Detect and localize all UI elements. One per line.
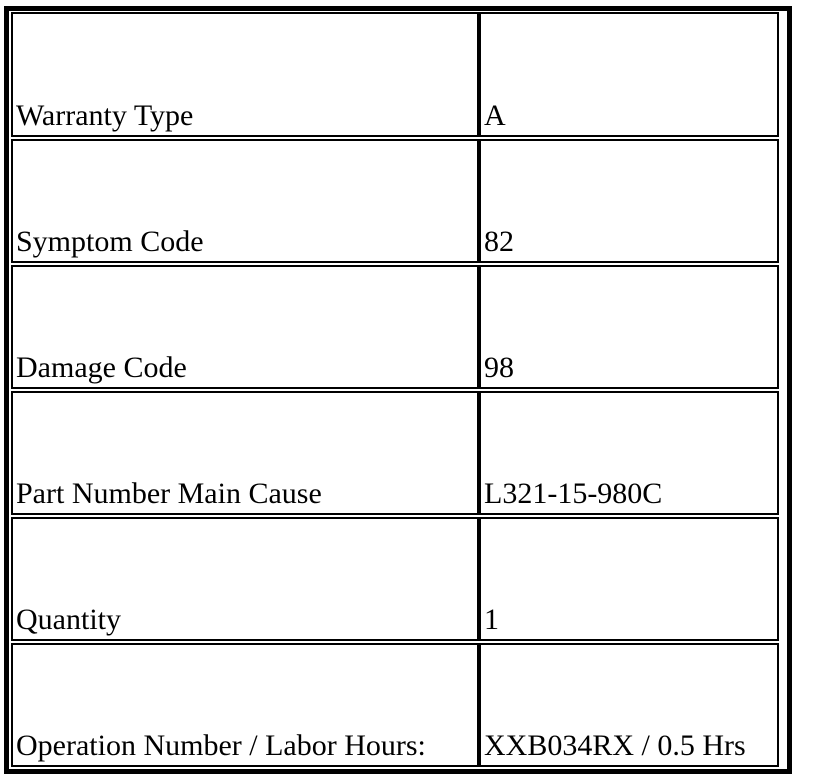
quantity-value-cell: [479, 517, 779, 641]
damage-code-label-cell: [11, 265, 479, 389]
warranty-type-label-cell: [11, 12, 479, 137]
quantity-label-cell: [11, 517, 479, 641]
operation-number-label-cell: [11, 643, 479, 767]
symptom-code-label: Symptom Code: [16, 225, 204, 258]
part-number-value-cell: [479, 391, 779, 515]
operation-number-value: XXB034RX / 0.5 Hrs: [484, 729, 746, 762]
damage-code-label: Damage Code: [16, 351, 187, 384]
part-number-value: L321-15-980C: [484, 477, 663, 510]
warranty-type-value-cell: [479, 12, 779, 137]
damage-code-value: 98: [484, 351, 514, 384]
warranty-type-label: Warranty Type: [16, 99, 194, 132]
damage-code-value-cell: [479, 265, 779, 389]
symptom-code-label-cell: [11, 139, 479, 263]
symptom-code-value-cell: [479, 139, 779, 263]
quantity-label: Quantity: [16, 603, 121, 636]
operation-number-label: Operation Number / Labor Hours:: [16, 729, 426, 762]
operation-number-value-cell: [479, 643, 779, 767]
symptom-code-value: 82: [484, 225, 514, 258]
warranty-type-value: A: [484, 99, 506, 132]
part-number-label-cell: [11, 391, 479, 515]
quantity-value: 1: [484, 603, 499, 636]
part-number-label: Part Number Main Cause: [16, 477, 322, 510]
